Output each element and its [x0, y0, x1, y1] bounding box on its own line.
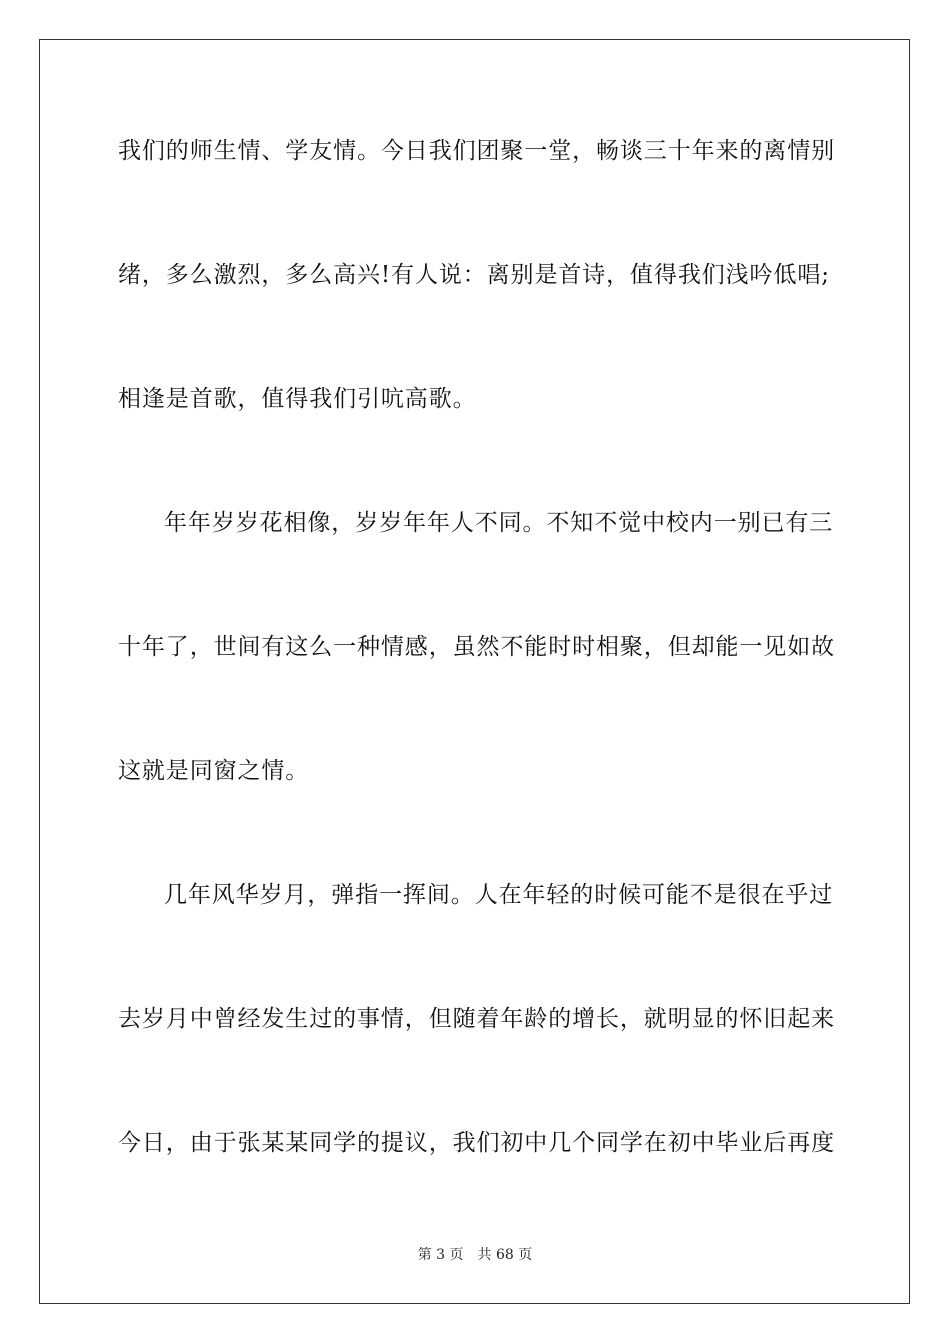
text-line: 这就是同窗之情。	[118, 758, 310, 784]
text-line: 十年了，世间有这么一种情感，虽然不能时时相聚，但却能一见如故	[118, 634, 835, 660]
paragraph-start-line: 年年岁岁花相像，岁岁年年人不同。不知不觉中校内一别已有三	[164, 510, 834, 536]
text-line: 我们的师生情、学友情。今日我们团聚一堂，畅谈三十年来的离情别	[118, 138, 835, 164]
text-line: 去岁月中曾经发生过的事情，但随着年龄的增长，就明显的怀旧起来	[118, 1006, 835, 1032]
text-line: 今日，由于张某某同学的提议，我们初中几个同学在初中毕业后再度	[118, 1130, 835, 1156]
text-line: 绪，多么激烈，多么高兴!有人说：离别是首诗，值得我们浅吟低唱;	[118, 262, 830, 288]
text-line: 相逢是首歌，值得我们引吭高歌。	[118, 386, 477, 412]
page-number: 第 3 页	[417, 1247, 464, 1263]
page-footer	[0, 1246, 950, 1264]
page-total: 共 68 页	[477, 1247, 533, 1263]
paragraph-start-line: 几年风华岁月，弹指一挥间。人在年轻的时候可能不是很在乎过	[164, 882, 834, 908]
page-border	[39, 39, 910, 1304]
